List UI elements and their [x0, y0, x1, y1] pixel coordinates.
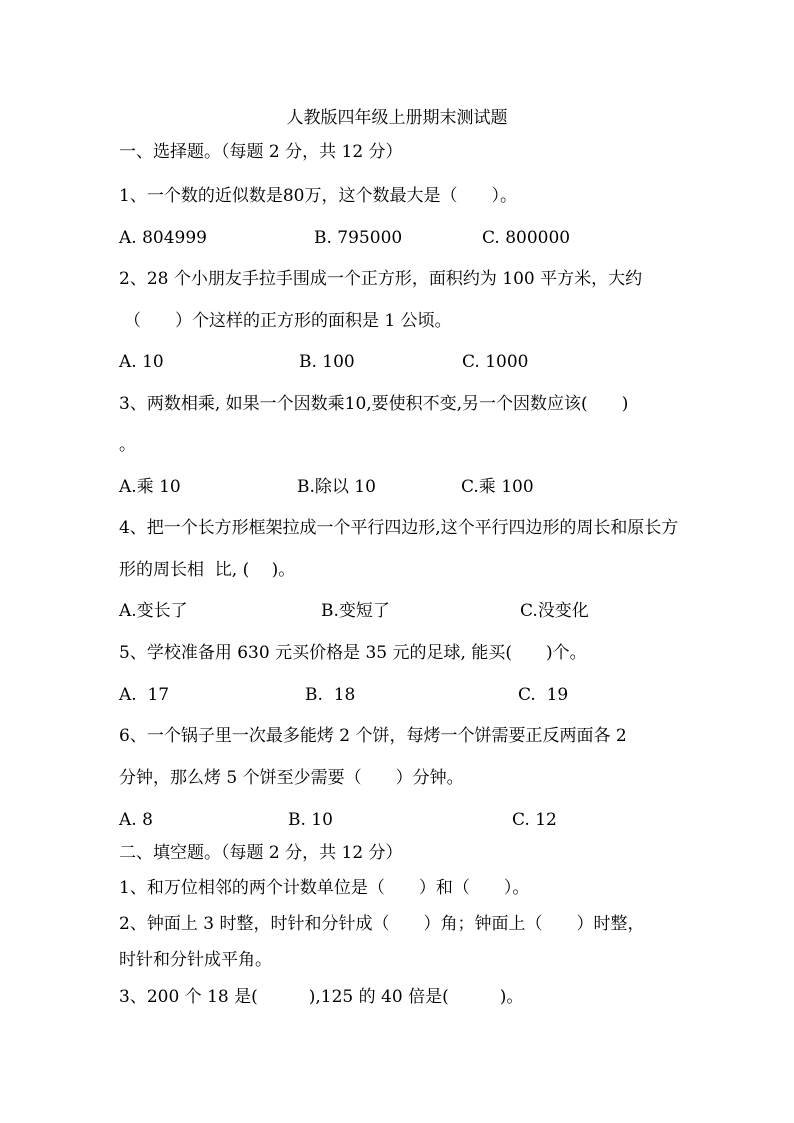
fill-question-3: 3、200 个 18 是( ),125 的 40 倍是( )。 — [119, 987, 524, 1007]
fill-question-2-line-1: 2、钟面上 3 时整，时针和分针成（ ）角；钟面上（ ）时整， — [119, 914, 645, 934]
question-6-option-a: A. 8 — [119, 810, 153, 830]
question-3-line-1: 3、两数相乘, 如果一个因数乘10,要使积不变,另一个因数应该( ) — [119, 394, 629, 414]
question-5-option-b: B. 18 — [305, 685, 356, 705]
question-5-option-c: C. 19 — [518, 685, 569, 705]
question-3-line-2: 。 — [119, 435, 136, 455]
question-4-option-a: A.变长了 — [119, 601, 188, 621]
question-6-option-c: C. 12 — [512, 810, 557, 830]
question-3-option-b: B.除以 10 — [297, 477, 376, 497]
question-4-line-1: 4、把一个长方形框架拉成一个平行四边形,这个平行四边形的周长和原长方 — [119, 518, 679, 538]
fill-question-1: 1、和万位相邻的两个计数单位是（ ）和（ ）。 — [119, 878, 530, 898]
question-1-option-a: A. 804999 — [119, 228, 207, 248]
question-5-text: 5、学校准备用 630 元买价格是 35 元的足球, 能买( )个。 — [119, 643, 587, 663]
section-heading-choice: 一、选择题。（每题 2 分，共 12 分） — [119, 142, 403, 162]
section-heading-fill-blank: 二、填空题。（每题 2 分，共 12 分） — [119, 843, 403, 863]
fill-question-2-line-2: 时针和分针成平角。 — [119, 950, 272, 970]
question-4-option-c: C.没变化 — [520, 601, 589, 621]
question-2-line-1: 2、28 个小朋友手拉手围成一个正方形，面积约为 100 平方米，大约 — [119, 269, 643, 289]
question-3-option-a: A.乘 10 — [119, 477, 181, 497]
question-6-line-1: 6、一个锅子里一次最多能烤 2 个饼，每烤一个饼需要正反两面各 2 — [119, 726, 627, 746]
question-3-option-c: C.乘 100 — [461, 477, 534, 497]
question-6-option-b: B. 10 — [288, 810, 333, 830]
question-5-option-a: A. 17 — [119, 685, 170, 705]
question-1-text: 1、一个数的近似数是80万，这个数最大是（ ）。 — [119, 186, 517, 206]
question-6-line-2: 分钟，那么烤 5 个饼至少需要（ ）分钟。 — [119, 768, 464, 788]
question-2-option-c: C. 1000 — [462, 352, 529, 372]
question-1-option-b: B. 795000 — [314, 228, 403, 248]
question-4-option-b: B.变短了 — [321, 601, 390, 621]
question-2-option-b: B. 100 — [299, 352, 355, 372]
question-2-line-2: （ ）个这样的正方形的面积是 1 公顷。 — [124, 311, 452, 331]
question-1-option-c: C. 800000 — [482, 228, 571, 248]
question-4-line-2: 形的周长相 比, ( )。 — [119, 560, 296, 580]
question-2-option-a: A. 10 — [119, 352, 164, 372]
page-title: 人教版四年级上册期末测试题 — [286, 108, 508, 128]
